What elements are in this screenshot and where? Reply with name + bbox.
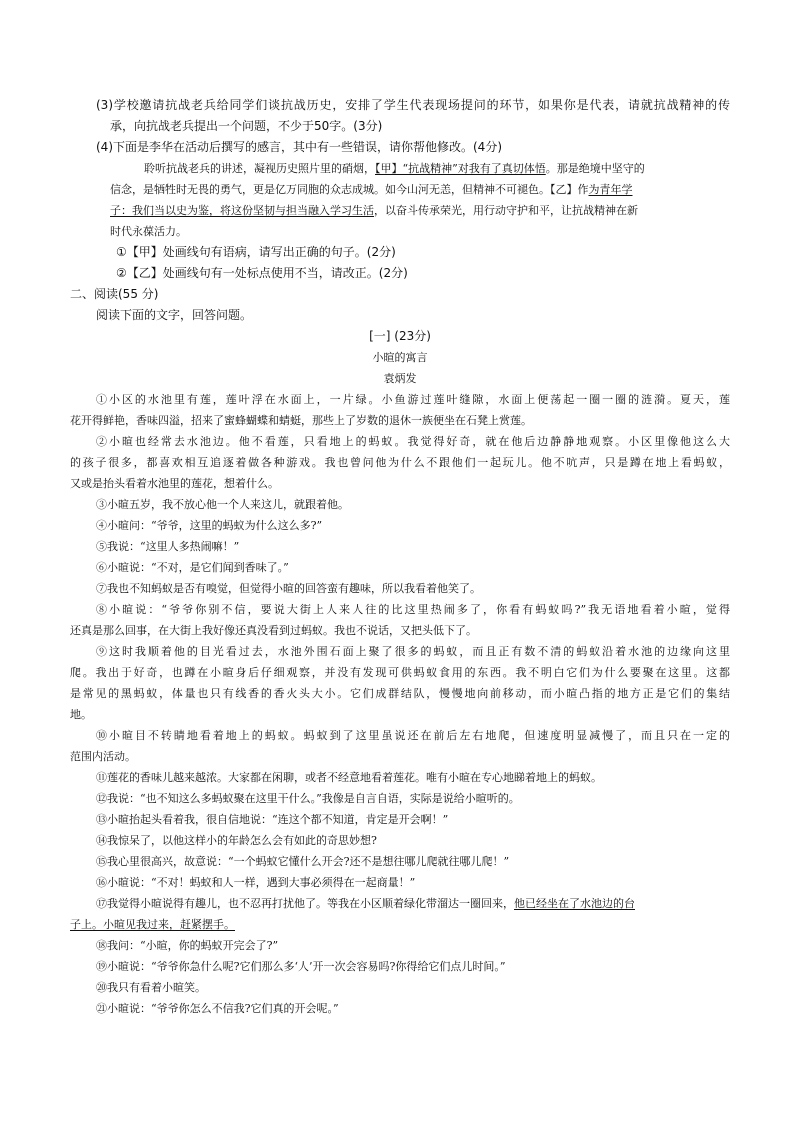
story-paragraph-13: ⑬小暄抬起头看着我，很自信地说：“连这个都不知道，肯定是开会啊！” bbox=[96, 813, 449, 826]
q4-passage-line-1 bbox=[144, 160, 730, 177]
q4-passage-text: 信念，是牺牲时无畏的勇气，更是亿万同胞的众志成城。如今山河无恙，但精神不可褪色。【乙】作 bbox=[110, 183, 589, 196]
story-paragraph-2: ②小暄也经常去水池边。他不看莲，只看地上的蚂蚁。我觉得好奇，就在他后边静静地观察。小区里像他这么大 bbox=[96, 435, 730, 448]
story-paragraph-7: ⑦我也不知蚂蚁是否有嗅觉，但觉得小暄的回答蛮有趣味，所以我看着他笑了。 bbox=[96, 582, 481, 595]
story-paragraph-10: ⑩小暄目不转睛地看着地上的蚂蚁。蚂蚁到了这里虽说还在前后左右地爬，但速度明显减慢了，而且只在一定的 bbox=[96, 729, 730, 742]
story-paragraph-11: ⑪莲花的香味儿越来越浓。大家都在闲聊，或者不经意地看着莲花。唯有小暄在专心地睇着地上的蚂蚁。 bbox=[96, 771, 602, 784]
q4-passage-line-2 bbox=[110, 181, 730, 198]
q4-passage-line-3 bbox=[110, 202, 730, 219]
q4-marked-sentence-yi: 子：我们当以史为鉴，将这份坚韧与担当融入学习生活 bbox=[110, 204, 374, 217]
q4-marked-sentence-yi: 为青年学 bbox=[588, 183, 633, 196]
story-underlined-sentence: 子上。小暄见我过来，赶紧摆手。 bbox=[70, 918, 235, 931]
story-paragraph-21: ㉑小暄说：“爷爷你怎么不信我?它们真的开会呢。” bbox=[96, 1002, 339, 1015]
story-paragraph-10: 范围内活动。 bbox=[70, 750, 136, 763]
section-2-title: 二、阅读(55 分) bbox=[70, 287, 159, 301]
story-paragraph-9: ⑨这时我顺着他的目光看过去，水池外围石面上聚了很多的蚂蚁，而且正有数不清的蚂蚁沿着水池的边缘向这里 bbox=[96, 645, 730, 658]
story-paragraph-1: 花开得鲜艳，香味四溢，招来了蜜蜂蝴蝶和蜻蜓，那些上了岁数的退休一族便坐在石凳上赏莲。 bbox=[70, 414, 532, 427]
story-paragraph-17 bbox=[70, 916, 730, 933]
story-paragraph-19: ⑲小暄说：“爷爷你急什么呢?它们那么多‘人’开一次会容易吗?你得给它们点儿时间。” bbox=[96, 960, 506, 973]
story-paragraph-4: ④小暄问：“爷爷，这里的蚂蚁为什么这么多?” bbox=[96, 519, 323, 532]
story-paragraph-2: 又或是抬头看着水池里的莲花，想着什么。 bbox=[70, 477, 279, 490]
story-paragraph-12: ⑫我说：“也不知这么多蚂蚁聚在这里干什么。”我像是自言自语，实际是说给小暄听的。 bbox=[96, 792, 520, 805]
story-paragraph-9: 爬。我出于好奇，也蹲在小暄身后仔细观察，并没有发现可供蚂蚁食用的东西。我不明白它们为什么要聚在这里。这都 bbox=[70, 666, 730, 679]
question-4-title: (4)下面是李华在活动后撰写的感言，其中有一些错误，请你帮他修改。(4分) bbox=[96, 140, 502, 154]
story-paragraph-16: ⑯小暄说：“不对！蚂蚁和人一样，遇到大事必须得在一起商量！” bbox=[96, 876, 416, 889]
story-paragraph-2: 的孩子很多，都喜欢相互追逐着做各种游戏。我也曾问他为什么不跟他们一起玩儿。他不吭声，只是蹲在地上看蚂蚁， bbox=[70, 456, 730, 469]
section-2-intro: 阅读下面的文字，回答问题。 bbox=[96, 308, 253, 322]
story-paragraph-5: ⑤我说：“这里人多热闹嘛！” bbox=[96, 540, 240, 553]
question-3-line-1: (3)学校邀请抗战老兵给同学们谈抗战历史，安排了学生代表现场提问的环节，如果你是代表，请就抗战精神的传 bbox=[96, 98, 730, 112]
question-3-line-2: 承，向抗战老兵提出一个问题，不少于50字。(3分) bbox=[110, 119, 383, 133]
story-text: ⑰我觉得小暄说得有趣儿，也不忍再打扰他了。等我在小区顺着绿化带溜达一圈回来， bbox=[96, 897, 514, 910]
story-paragraph-6: ⑥小暄说：“不对，是它们闻到香味了。” bbox=[96, 561, 289, 574]
story-paragraph-15: ⑮我心里很高兴，故意说：“一个蚂蚁它懂什么开会?还不是想往哪儿爬就往哪儿爬！” bbox=[96, 855, 510, 868]
story-paragraph-14: ⑭我惊呆了，以他这样小的年龄怎么会有如此的奇思妙想? bbox=[96, 834, 377, 847]
story-paragraph-3: ③小暄五岁，我不放心他一个人来这儿，就跟着他。 bbox=[96, 498, 349, 511]
story-title: 小暄的寓言 bbox=[372, 351, 428, 364]
q4-marked-sentence-jia: 【甲】“抗战精神”对我有了真切体悟 bbox=[375, 162, 546, 175]
story-underlined-sentence: 他已经坐在了水池边的台 bbox=[514, 897, 635, 910]
q4-sub-question-1: ①【甲】处画线句有语病，请写出正确的句子。(2分) bbox=[116, 245, 396, 259]
story-paragraph-8: 还真是那么回事，在大街上我好像还真没看到过蚂蚁。我也不说话，又把头低下了。 bbox=[70, 624, 477, 637]
story-paragraph-1: ①小区的水池里有莲，莲叶浮在水面上，一片绿。小鱼游过莲叶缝隙，水面上便荡起一圈一圈的涟漪。夏天，莲 bbox=[96, 393, 730, 406]
q4-sub-question-2: ②【乙】处画线句有一处标点使用不当，请改正。(2分) bbox=[116, 266, 408, 280]
reading-part-title: [一] (23分) bbox=[369, 329, 431, 343]
q4-passage-text: 。那是绝境中坚守的 bbox=[545, 162, 645, 175]
story-paragraph-17 bbox=[96, 895, 730, 912]
story-paragraph-18: ⑱我问：“小暄，你的蚂蚁开完会了?” bbox=[96, 939, 279, 952]
story-paragraph-9: 地。 bbox=[70, 708, 92, 721]
q4-passage-text: ，以奋斗传承荣光，用行动守护和平，让抗战精神在新 bbox=[374, 204, 638, 217]
story-paragraph-8: ⑧小暄说：“爷爷你别不信，要说大街上人来人往的比这里热闹多了，你看有蚂蚁吗?”我无语地看着小暄，觉得 bbox=[96, 603, 730, 616]
story-paragraph-20: ⑳我只有看着小暄笑。 bbox=[96, 981, 206, 994]
q4-passage-text: 聆听抗战老兵的讲述，凝视历史照片里的硝烟， bbox=[144, 162, 375, 175]
story-paragraph-9: 是常见的黑蚂蚁，体量也只有线香的香火头大小。它们成群结队，慢慢地向前移动，而小暄凸指的地方正是它们的集结 bbox=[70, 687, 730, 700]
q4-passage-line-4: 时代永葆活力。 bbox=[110, 225, 187, 238]
story-author: 袁炳发 bbox=[383, 372, 417, 385]
